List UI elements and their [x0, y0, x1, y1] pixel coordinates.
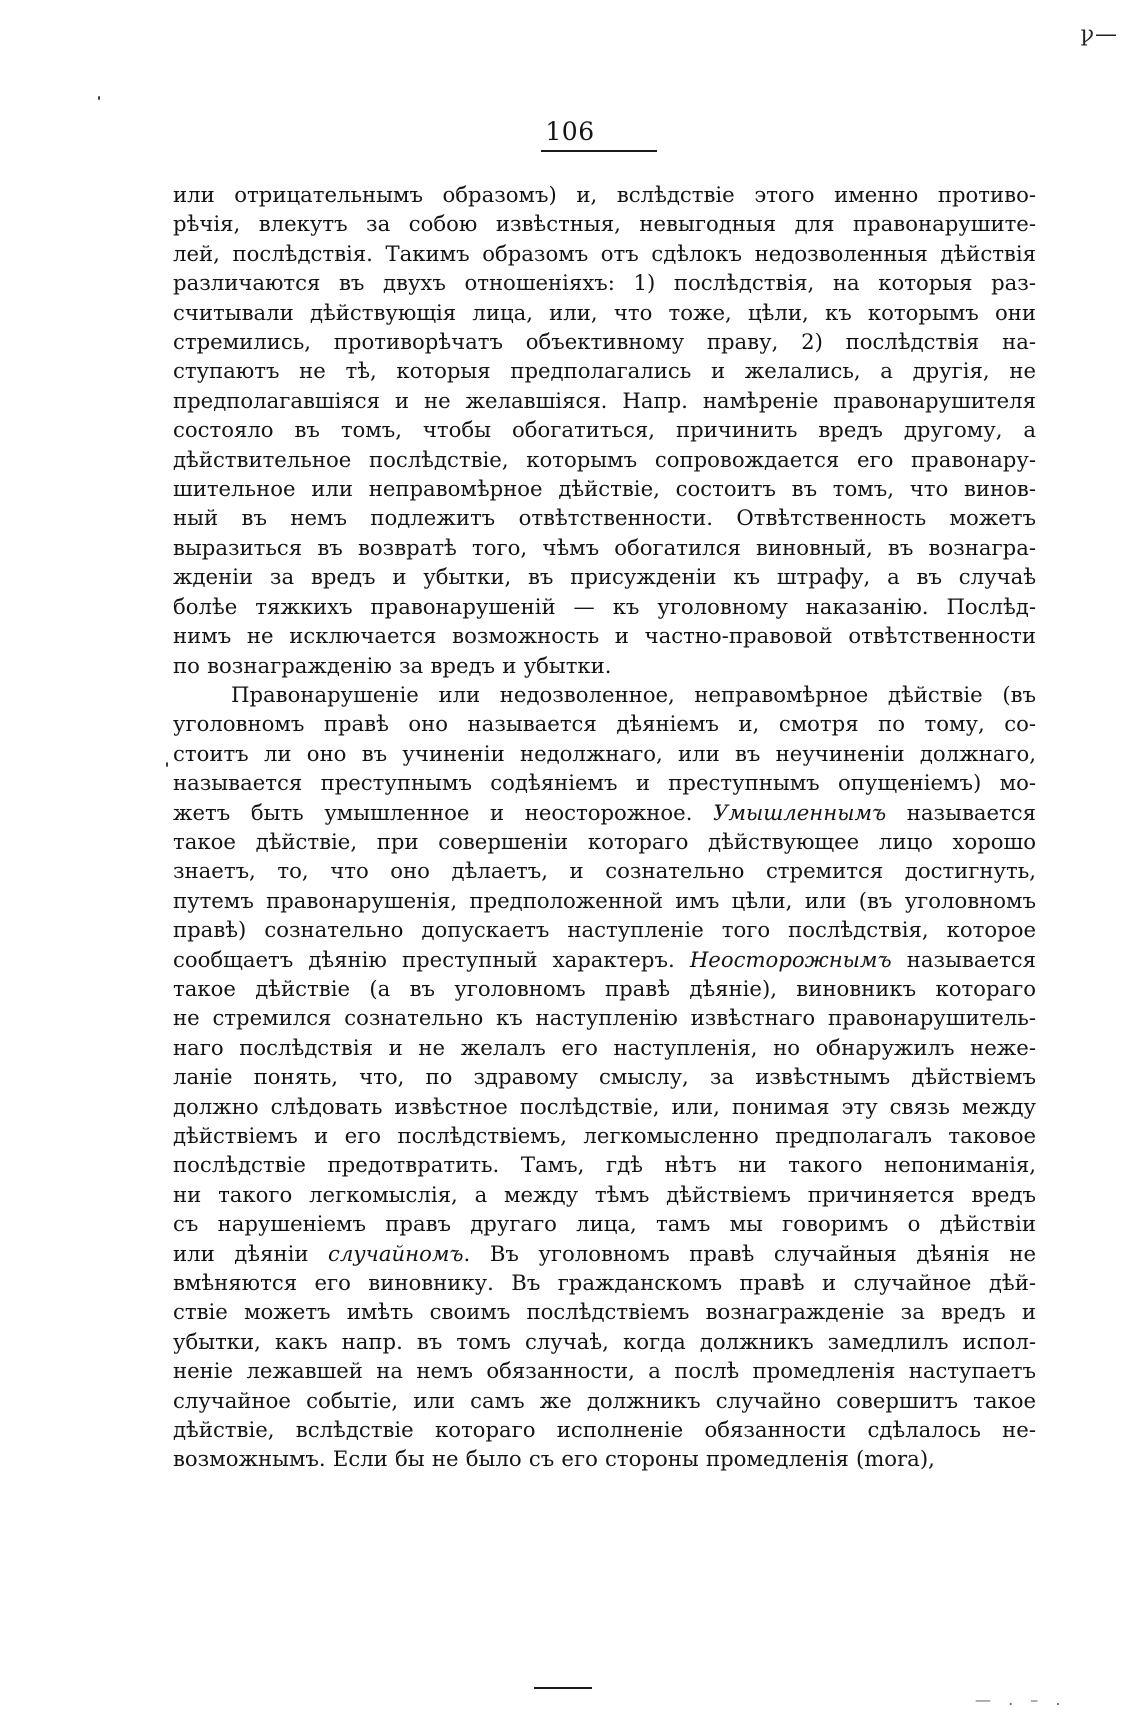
text-line: лей, послѣдствія. Такимъ образомъ отъ сдѣлокъ недозволенныя дѣйствія: [173, 240, 1036, 266]
page-number: 106: [545, 117, 595, 146]
text-line: предполагавшіяся и не желавшіяся. Напр. намѣреніе правонарушителя: [173, 387, 1036, 413]
text-line: жденіи за вредъ и убытки, въ присужденіи къ штрафу, а въ случаѣ: [173, 564, 1036, 590]
text-line: должно слѣдовать извѣстное послѣдствіе, или, понимая эту связь между: [173, 1093, 1036, 1119]
text-line: убытки, какъ напр. въ томъ случаѣ, когда должникъ замедлилъ испол-: [173, 1328, 1036, 1354]
text-line: дѣйствительное послѣдствіе, которымъ сопровождается его правонару-: [173, 446, 1036, 472]
text-line: такое дѣйствіе (а въ уголовномъ правѣ дѣяніе), виновникъ котораго: [173, 975, 1036, 1001]
text-line: стремились, противорѣчатъ объективному праву, 2) послѣдствія на-: [173, 329, 1036, 355]
text-line: называется преступнымъ содѣяніемъ и преступнымъ опущеніемъ) мо-: [173, 770, 1036, 796]
text-line: сообщаетъ дѣянію преступный характеръ. Неосторожнымъ называется: [173, 946, 1036, 972]
text-line: считывали дѣйствующія лица, или, что тоже, цѣли, къ которымъ они: [173, 299, 1036, 325]
text-line: путемъ правонарушенія, предположенной имъ цѣли, или (въ уголовномъ: [173, 887, 1036, 913]
footer-scan-marks: — . – .: [975, 1690, 1067, 1709]
header-rule: [541, 150, 657, 152]
text-line: болѣе тяжкихъ правонарушеній — къ уголовному наказанію. Послѣд-: [173, 593, 1036, 619]
italic-term: случайномъ: [328, 1240, 464, 1266]
body-text: [173, 180, 1036, 1474]
text-line: нимъ не исключается возможность и частно-правовой отвѣтственности: [173, 623, 1036, 649]
text-line: по вознагражденію за вредъ и убытки.: [173, 652, 612, 678]
text-line: рѣчія, влекутъ за собою извѣстныя, невыгодныя для правонарушите-: [173, 211, 1036, 237]
text-line: выразиться въ возвратѣ того, чѣмъ обогатился виновный, въ вознагра-: [173, 534, 1036, 560]
text-line: неніе лежавшей на немъ обязанности, а послѣ промедленія наступаетъ: [173, 1358, 1036, 1384]
text-line: возможнымъ. Если бы не было съ его стороны промедленія (mora),: [173, 1446, 935, 1472]
corner-scan-mark: ꝩ—: [1080, 22, 1118, 47]
italic-term: Умышленнымъ: [713, 799, 887, 825]
text-line: ступаютъ не тѣ, которыя предполагались и желались, а другія, не: [173, 358, 1036, 384]
scan-speck: [98, 96, 100, 100]
text-line: шительное или неправомѣрное дѣйствіе, состоитъ въ томъ, что винов-: [173, 476, 1036, 502]
text-line: наго послѣдствія и не желалъ его наступленія, но обнаружилъ неже-: [173, 1034, 1036, 1060]
text-line: знаетъ, то, что оно дѣлаетъ, и сознательно стремится достигнуть,: [173, 858, 1036, 884]
text-line: жетъ быть умышленное и неосторожное. Умышленнымъ называется: [173, 799, 1036, 825]
text-line: дѣйствіемъ и его послѣдствіемъ, легкомысленно предполагалъ таковое: [173, 1123, 1036, 1148]
text-line: дѣйствіе, вслѣдствіе котораго исполненіе обязанности сдѣлалось не-: [173, 1417, 1036, 1443]
text-line: ный въ немъ подлежитъ отвѣтственности. Отвѣтственность можетъ: [173, 505, 1036, 531]
text-line: состояло въ томъ, чтобы обогатиться, причинить вредъ другому, а: [173, 417, 1036, 443]
paragraph: [173, 680, 1036, 1474]
text-line: послѣдствіе предотвратить. Тамъ, гдѣ нѣтъ ни такого непониманія,: [173, 1152, 1036, 1178]
text-line: Правонарушеніе или недозволенное, неправомѣрное дѣйствіе (въ: [231, 681, 1036, 707]
text-line: съ нарушеніемъ правъ другаго лица, тамъ мы говоримъ о дѣйствіи: [173, 1211, 1036, 1237]
text-line: правѣ) сознательно допускаетъ наступленіе того послѣдствія, которое: [173, 917, 1036, 943]
scan-speck: [166, 762, 168, 767]
text-line: такое дѣйствіе, при совершеніи котораго дѣйствующее лицо хорошо: [173, 828, 1036, 854]
text-line: ствіе можетъ имѣть своимъ послѣдствіемъ вознагражденіе за вредъ и: [173, 1299, 1036, 1325]
text-line: или дѣяніи случайномъ. Въ уголовномъ правѣ случайныя дѣянія не: [173, 1240, 1036, 1266]
text-line: ни такого легкомыслія, а между тѣмъ дѣйствіемъ причиняется вредъ: [173, 1181, 1036, 1207]
text-line: стоитъ ли оно въ учиненіи недолжнаго, или въ неучиненіи должнаго,: [173, 740, 1036, 766]
text-line: вмѣняются его виновнику. Въ гражданскомъ правѣ и случайное дѣй-: [173, 1270, 1036, 1296]
paragraph: [173, 180, 1036, 680]
text-line: уголовномъ правѣ оно называется дѣяніемъ и, смотря по тому, со-: [173, 711, 1036, 737]
text-line: различаются въ двухъ отношеніяхъ: 1) послѣдствія, на которыя раз-: [173, 270, 1036, 296]
text-line: не стремился сознательно къ наступленію извѣстнаго правонарушитель-: [173, 1005, 1036, 1031]
text-line: ланіе понять, что, по здравому смыслу, за извѣстнымъ дѣйствіемъ: [173, 1064, 1036, 1090]
text-line: или отрицательнымъ образомъ) и, вслѣдствіе этого именно противо-: [173, 182, 1036, 207]
italic-term: Неосторожнымъ: [689, 946, 892, 972]
footer-rule: [534, 1687, 592, 1689]
text-line: случайное событіе, или самъ же должникъ случайно совершитъ такое: [173, 1387, 1036, 1413]
